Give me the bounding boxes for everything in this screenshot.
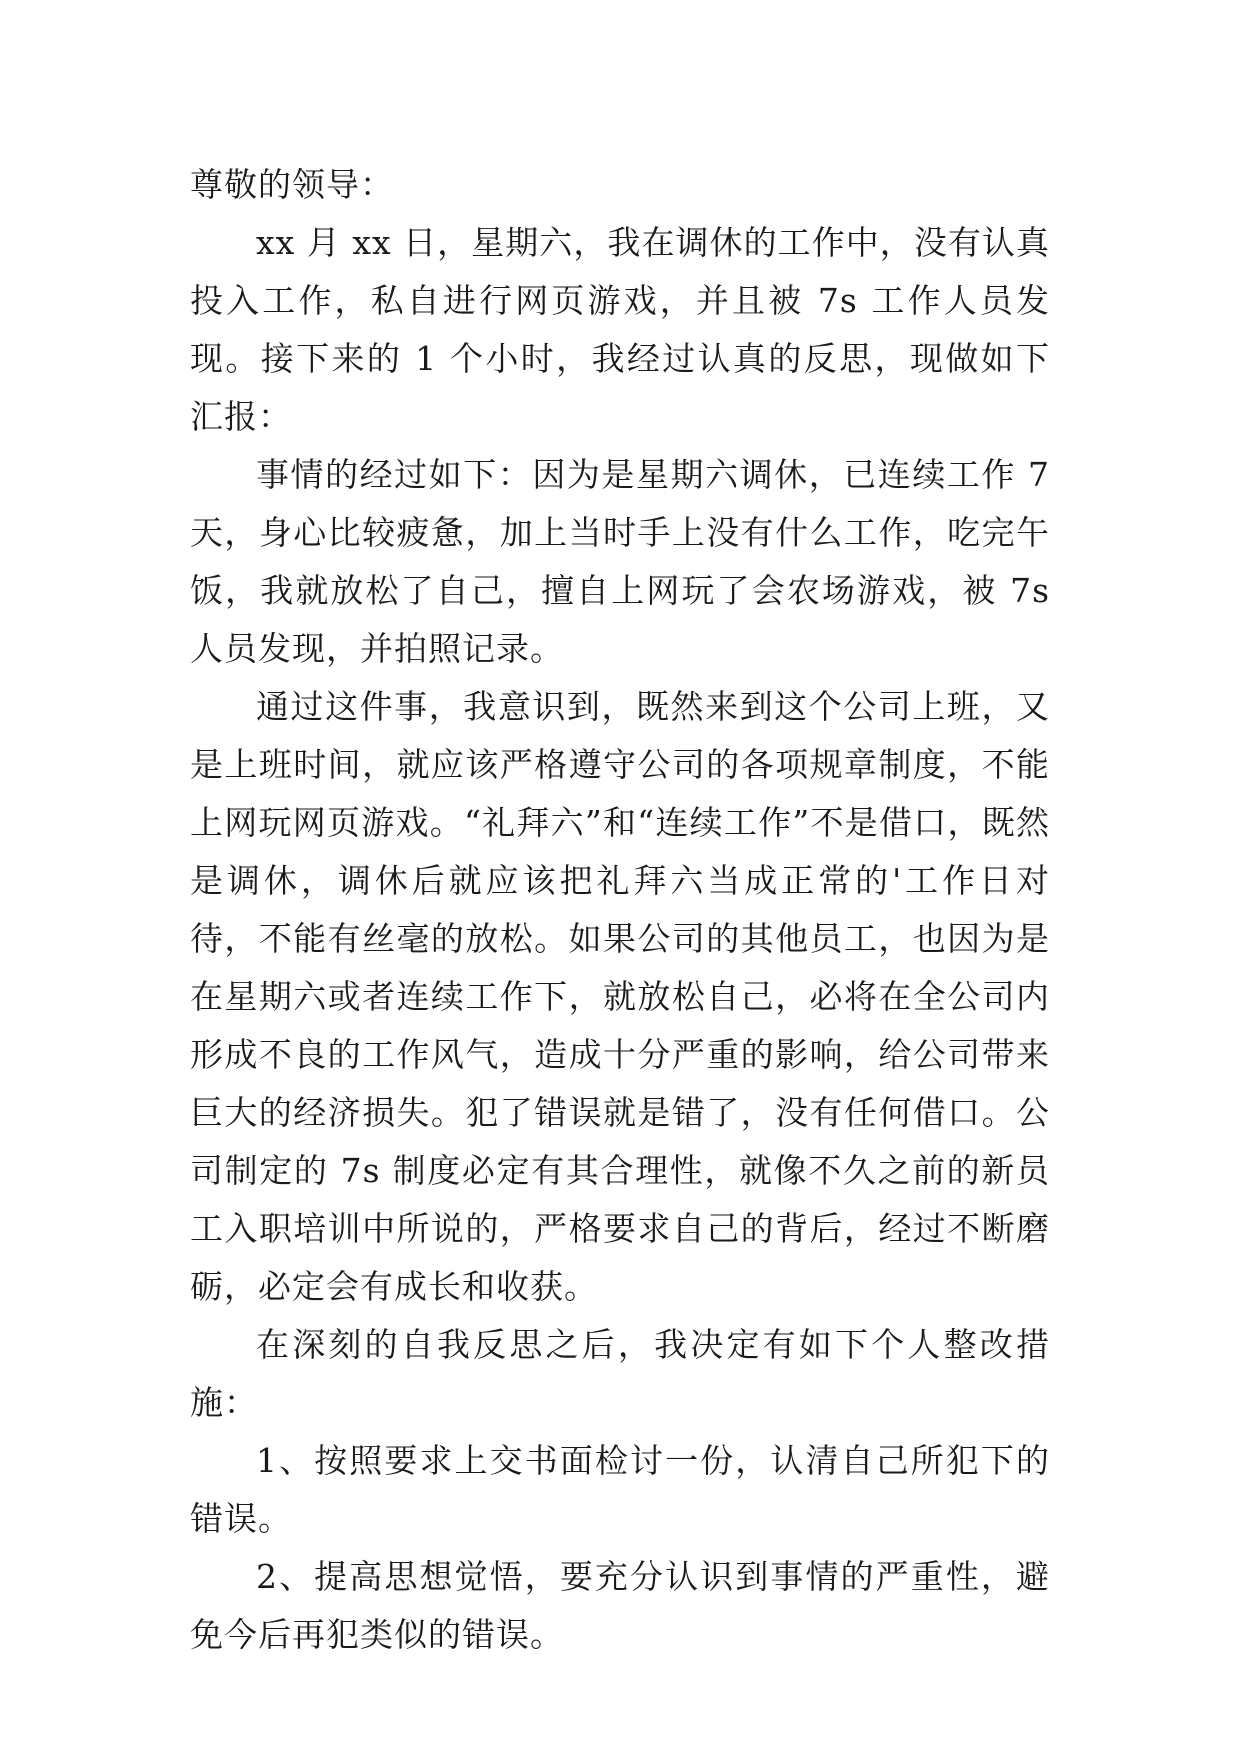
paragraph-reflection: 通过这件事，我意识到，既然来到这个公司上班，又是上班时间，就应该严格遵守公司的各项规章制度，不能上网玩网页游戏。“礼拜六”和“连续工作”不是借口，既然是调休，调休后就应该把礼拜六当成正常的'工作日对待，不能有丝毫的放松。如果公司的其他员工，也因为是在星期六或者连续工作下，就放松自己，必将在全公司内形成不良的工作风气，造成十分严重的影响，给公司带来巨大的经济损失。犯了错误就是错了，没有任何借口。公司制定的 7s 制度必定有其合理性，就像不久之前的新员工入职培训中所说的，严格要求自己的背后，经过不断磨砺，必定会有成长和收获。 [190,687,1050,1306]
paragraph-incident-summary: xx 月 xx 日，星期六，我在调休的工作中，没有认真投入工作，私自进行网页游戏，并且被 7s 工作人员发现。接下来的 1 个小时，我经过认真的反思，现做如下汇报： [190,223,1050,436]
paragraph-measures-intro: 在深刻的自我反思之后，我决定有如下个人整改措施： [190,1325,1050,1422]
measure-item-1: 1、按照要求上交书面检讨一份，认清自己所犯下的错误。 [190,1441,1050,1538]
salutation: 尊敬的领导： [190,165,394,204]
letter-body [190,156,1050,1664]
measure-item-2: 2、提高思想觉悟，要充分认识到事情的严重性，避免今后再犯类似的错误。 [190,1557,1050,1654]
paragraph-incident-details: 事情的经过如下：因为是星期六调休，已连续工作 7 天，身心比较疲惫，加上当时手上没有什么工作，吃完午饭，我就放松了自己，擅自上网玩了会农场游戏，被 7s 人员发现，并拍照记录。 [190,455,1050,668]
